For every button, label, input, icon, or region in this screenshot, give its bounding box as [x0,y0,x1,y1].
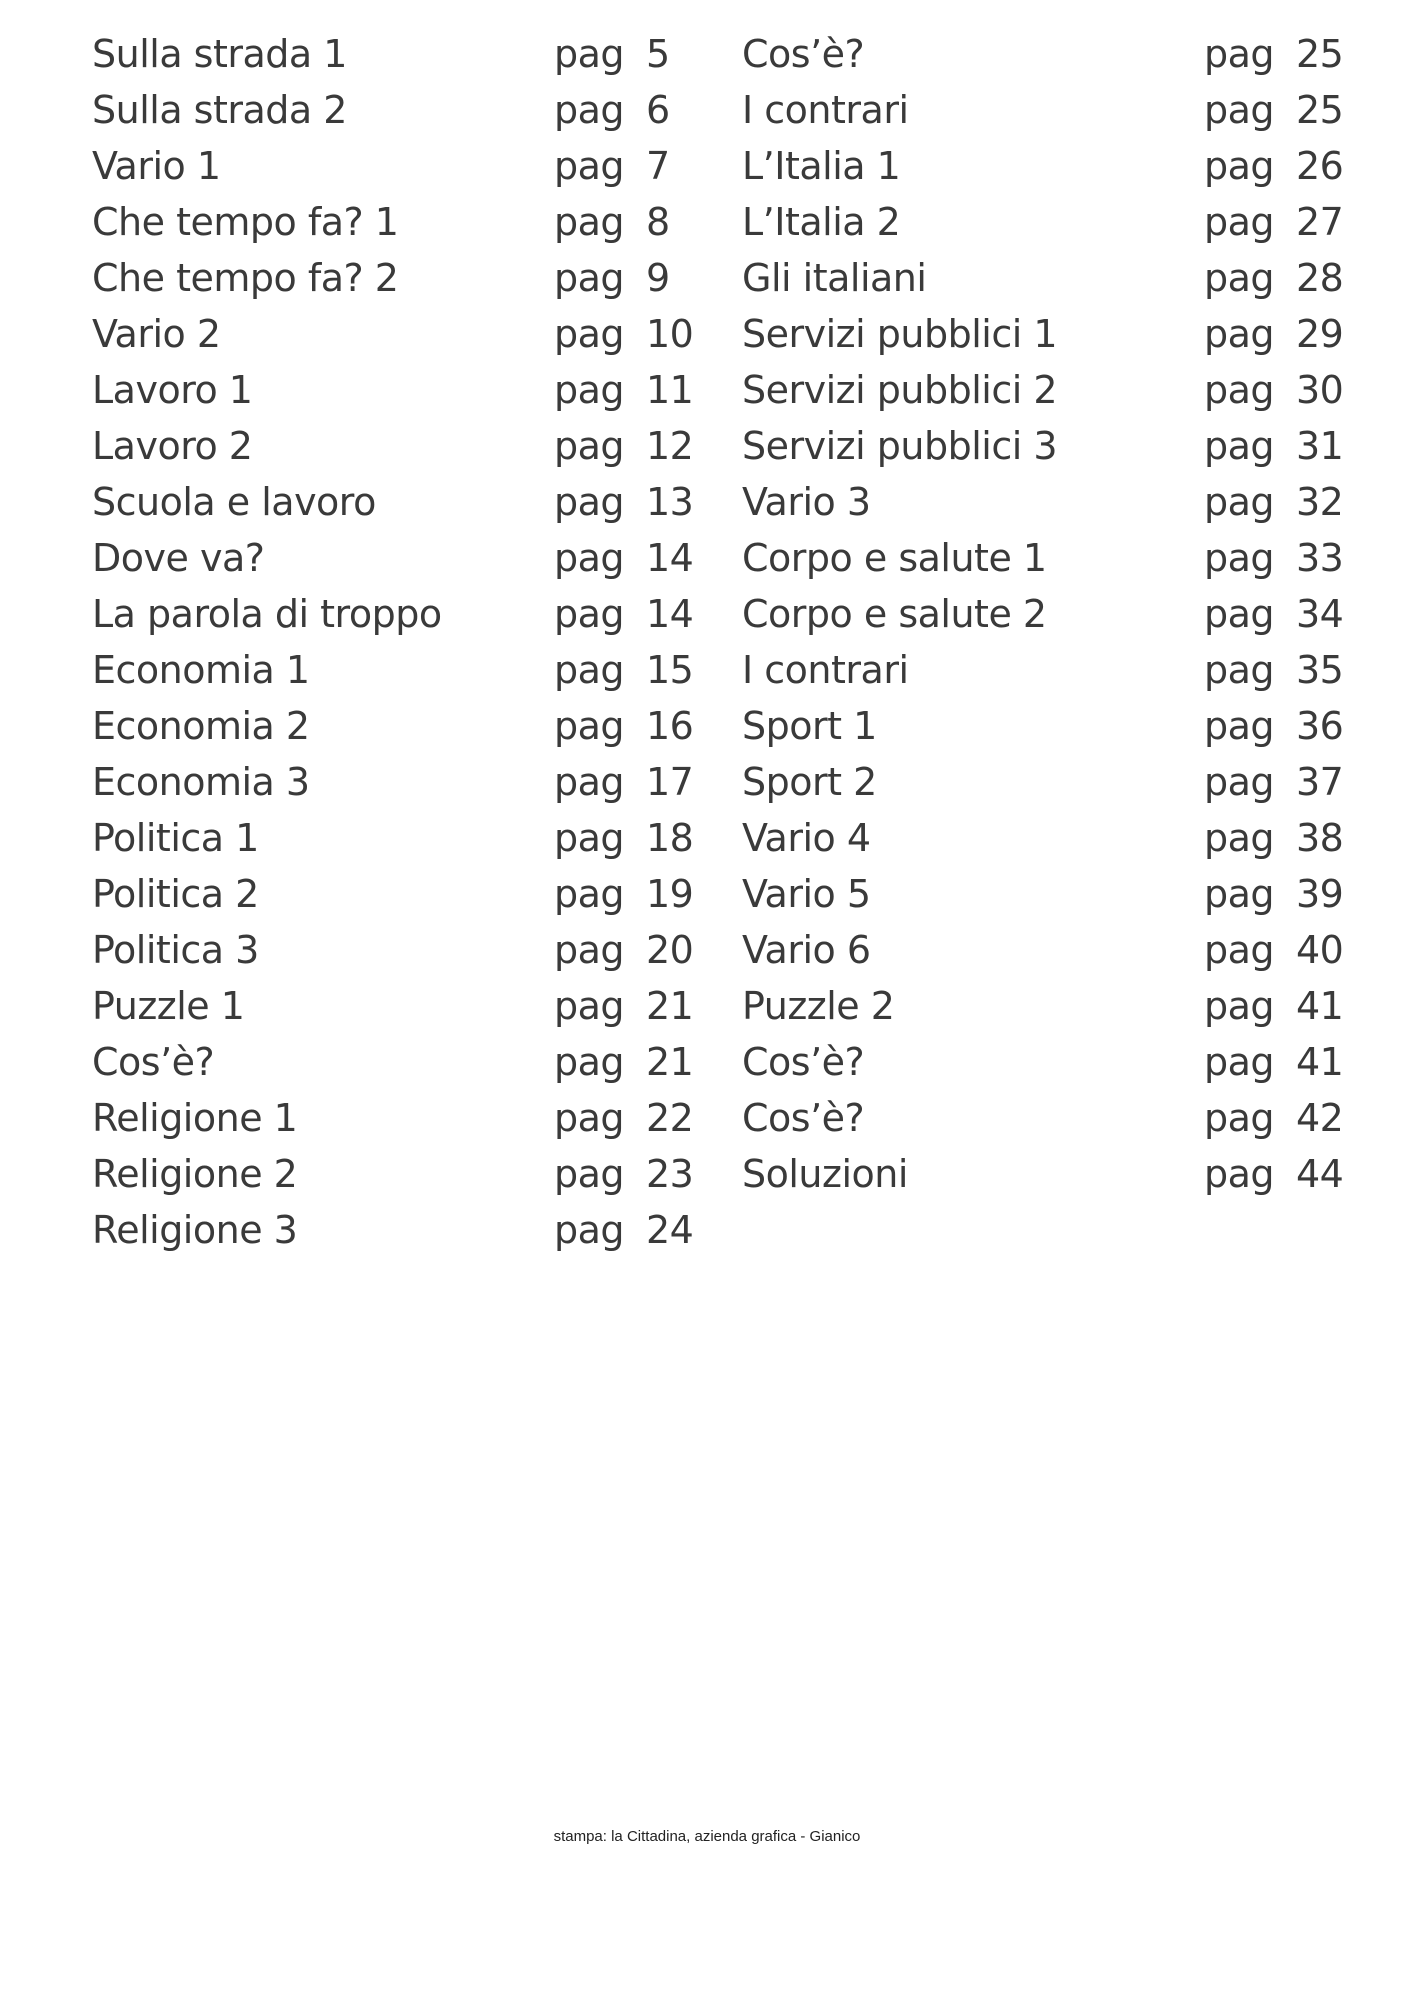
toc-entry-title: Vario 1 [92,144,221,188]
toc-entry-pag-label: pag [1204,312,1275,356]
toc-entry [92,82,712,138]
toc-entry-page-number: 9 [646,256,670,300]
toc-entry-pag-label: pag [1204,648,1275,692]
toc-entry-page-number: 22 [646,1096,694,1140]
toc-entry-title: Che tempo fa? 2 [92,256,399,300]
toc-entry-page-number: 41 [1296,984,1344,1028]
toc-entry-title: I contrari [742,88,909,132]
toc-entry [742,922,1362,978]
toc-entry-pag-label: pag [554,648,625,692]
toc-entry [742,698,1362,754]
toc-entry [742,82,1362,138]
toc-entry-title: Vario 2 [92,312,221,356]
toc-entry-page-number: 20 [646,928,694,972]
toc-entry-title: Politica 2 [92,872,259,916]
toc-entry-page-number: 7 [646,144,670,188]
toc-entry-page-number: 31 [1296,424,1344,468]
toc-entry [92,306,712,362]
toc-entry-title: Politica 3 [92,928,259,972]
toc-entry-pag-label: pag [554,368,625,412]
toc-entry-pag-label: pag [1204,1040,1275,1084]
toc-entry-page-number: 5 [646,32,670,76]
toc-entry-title: Vario 5 [742,872,871,916]
toc-entry-page-number: 28 [1296,256,1344,300]
toc-entry-page-number: 25 [1296,32,1344,76]
toc-entry-pag-label: pag [554,200,625,244]
toc-entry [742,250,1362,306]
toc-entry [92,474,712,530]
toc-column-right [742,26,1362,1202]
toc-entry-title: Scuola e lavoro [92,480,376,524]
toc-entry [92,1090,712,1146]
toc-entry-title: Soluzioni [742,1152,908,1196]
toc-entry [92,754,712,810]
toc-entry-page-number: 44 [1296,1152,1344,1196]
toc-entry [92,866,712,922]
toc-entry [742,1034,1362,1090]
toc-entry-title: Sport 2 [742,760,877,804]
toc-entry-pag-label: pag [1204,984,1275,1028]
toc-entry-title: Gli italiani [742,256,927,300]
toc-entry-page-number: 42 [1296,1096,1344,1140]
toc-entry-pag-label: pag [554,760,625,804]
toc-entry-pag-label: pag [554,144,625,188]
toc-entry-page-number: 32 [1296,480,1344,524]
toc-entry-title: Economia 1 [92,648,310,692]
toc-entry-page-number: 16 [646,704,694,748]
toc-entry-pag-label: pag [554,704,625,748]
toc-entry-page-number: 18 [646,816,694,860]
toc-entry-title: Servizi pubblici 2 [742,368,1058,412]
toc-entry-page-number: 13 [646,480,694,524]
toc-entry-page-number: 34 [1296,592,1344,636]
toc-entry-pag-label: pag [554,1152,625,1196]
toc-entry-page-number: 41 [1296,1040,1344,1084]
toc-entry-title: Sulla strada 2 [92,88,347,132]
toc-entry-pag-label: pag [1204,872,1275,916]
toc-entry-page-number: 30 [1296,368,1344,412]
toc-entry-pag-label: pag [554,1096,625,1140]
toc-entry-pag-label: pag [1204,592,1275,636]
toc-entry [742,26,1362,82]
toc-entry [92,586,712,642]
toc-entry-pag-label: pag [1204,256,1275,300]
toc-entry-title: L’Italia 1 [742,144,901,188]
toc-entry-page-number: 23 [646,1152,694,1196]
toc-entry-title: Servizi pubblici 3 [742,424,1058,468]
toc-entry-pag-label: pag [554,592,625,636]
toc-entry-pag-label: pag [554,872,625,916]
toc-entry-page-number: 33 [1296,536,1344,580]
toc-entry-page-number: 25 [1296,88,1344,132]
toc-entry-pag-label: pag [554,1040,625,1084]
toc-entry [92,642,712,698]
toc-entry-page-number: 40 [1296,928,1344,972]
toc-entry-pag-label: pag [554,984,625,1028]
toc-entry-page-number: 39 [1296,872,1344,916]
toc-entry-title: Religione 1 [92,1096,298,1140]
toc-entry-pag-label: pag [554,312,625,356]
toc-entry [742,1090,1362,1146]
toc-entry-page-number: 10 [646,312,694,356]
toc-entry [92,530,712,586]
toc-entry-pag-label: pag [1204,760,1275,804]
toc-entry-pag-label: pag [1204,32,1275,76]
toc-entry-page-number: 21 [646,1040,694,1084]
toc-entry [92,418,712,474]
toc-entry [92,362,712,418]
toc-entry [742,642,1362,698]
toc-entry-page-number: 12 [646,424,694,468]
toc-entry-page-number: 14 [646,536,694,580]
toc-entry-title: Lavoro 2 [92,424,253,468]
toc-entry-title: Che tempo fa? 1 [92,200,399,244]
toc-entry-title: Lavoro 1 [92,368,253,412]
toc-entry [742,586,1362,642]
toc-entry-page-number: 37 [1296,760,1344,804]
toc-entry-title: Servizi pubblici 1 [742,312,1058,356]
toc-entry-page-number: 35 [1296,648,1344,692]
toc-entry-pag-label: pag [1204,144,1275,188]
toc-entry-title: Vario 4 [742,816,871,860]
toc-entry [742,474,1362,530]
toc-entry [92,978,712,1034]
toc-entry [92,194,712,250]
toc-entry-title: Sulla strada 1 [92,32,347,76]
toc-entry-title: Corpo e salute 1 [742,536,1047,580]
toc-entry [742,866,1362,922]
toc-entry [92,1202,712,1258]
toc-entry-page-number: 36 [1296,704,1344,748]
toc-entry-page-number: 15 [646,648,694,692]
toc-entry [742,138,1362,194]
toc-entry [742,978,1362,1034]
toc-entry [92,138,712,194]
toc-entry-title: Cos’è? [92,1040,215,1084]
toc-entry-pag-label: pag [1204,816,1275,860]
toc-column-left [92,26,712,1258]
toc-entry [92,1034,712,1090]
toc-entry-title: Puzzle 2 [742,984,895,1028]
toc-entry-page-number: 19 [646,872,694,916]
toc-entry-title: Corpo e salute 2 [742,592,1047,636]
toc-entry-page-number: 26 [1296,144,1344,188]
toc-entry-page-number: 14 [646,592,694,636]
toc-entry-title: Economia 3 [92,760,310,804]
toc-entry-title: Puzzle 1 [92,984,245,1028]
toc-entry-pag-label: pag [1204,536,1275,580]
toc-entry-title: Sport 1 [742,704,877,748]
toc-entry-pag-label: pag [554,88,625,132]
toc-entry-title: L’Italia 2 [742,200,901,244]
toc-entry [742,418,1362,474]
toc-entry [742,810,1362,866]
toc-entry-title: Economia 2 [92,704,310,748]
toc-entry [92,1146,712,1202]
toc-entry-pag-label: pag [1204,928,1275,972]
toc-entry-title: Religione 2 [92,1152,298,1196]
toc-entry-title: Politica 1 [92,816,259,860]
toc-entry-page-number: 38 [1296,816,1344,860]
toc-entry-page-number: 29 [1296,312,1344,356]
toc-entry-pag-label: pag [554,32,625,76]
toc-entry-pag-label: pag [1204,424,1275,468]
toc-entry [92,698,712,754]
toc-entry-page-number: 21 [646,984,694,1028]
toc-entry [92,922,712,978]
toc-entry-title: Vario 6 [742,928,871,972]
toc-entry-title: La parola di troppo [92,592,442,636]
toc-entry-page-number: 27 [1296,200,1344,244]
toc-entry [92,810,712,866]
toc-entry-page-number: 6 [646,88,670,132]
toc-entry [742,754,1362,810]
toc-entry-pag-label: pag [1204,1152,1275,1196]
toc-entry-pag-label: pag [1204,1096,1275,1140]
toc-entry-page-number: 17 [646,760,694,804]
toc-entry-page-number: 8 [646,200,670,244]
toc-entry [742,1146,1362,1202]
toc-entry-pag-label: pag [1204,480,1275,524]
printer-credit: stampa: la Cittadina, azienda grafica - Gianico [553,1828,861,1845]
toc-entry-pag-label: pag [1204,368,1275,412]
toc-entry-pag-label: pag [1204,88,1275,132]
toc-entry-pag-label: pag [554,816,625,860]
toc-entry-title: Cos’è? [742,1040,865,1084]
toc-entry [92,26,712,82]
toc-entry-title: Cos’è? [742,32,865,76]
toc-entry [742,194,1362,250]
toc-entry-title: Vario 3 [742,480,871,524]
toc-entry-title: Cos’è? [742,1096,865,1140]
toc-entry-pag-label: pag [554,536,625,580]
toc-entry-pag-label: pag [1204,704,1275,748]
toc-entry-pag-label: pag [554,256,625,300]
toc-entry-pag-label: pag [554,480,625,524]
toc-entry-pag-label: pag [554,424,625,468]
toc-entry-pag-label: pag [554,928,625,972]
toc-entry-title: I contrari [742,648,909,692]
toc-entry-page-number: 11 [646,368,694,412]
toc-entry [742,530,1362,586]
toc-entry [92,250,712,306]
toc-entry-title: Religione 3 [92,1208,298,1252]
toc-entry-pag-label: pag [1204,200,1275,244]
toc-entry [742,306,1362,362]
toc-entry-pag-label: pag [554,1208,625,1252]
toc-entry-page-number: 24 [646,1208,694,1252]
toc-entry-title: Dove va? [92,536,265,580]
toc-entry [742,362,1362,418]
